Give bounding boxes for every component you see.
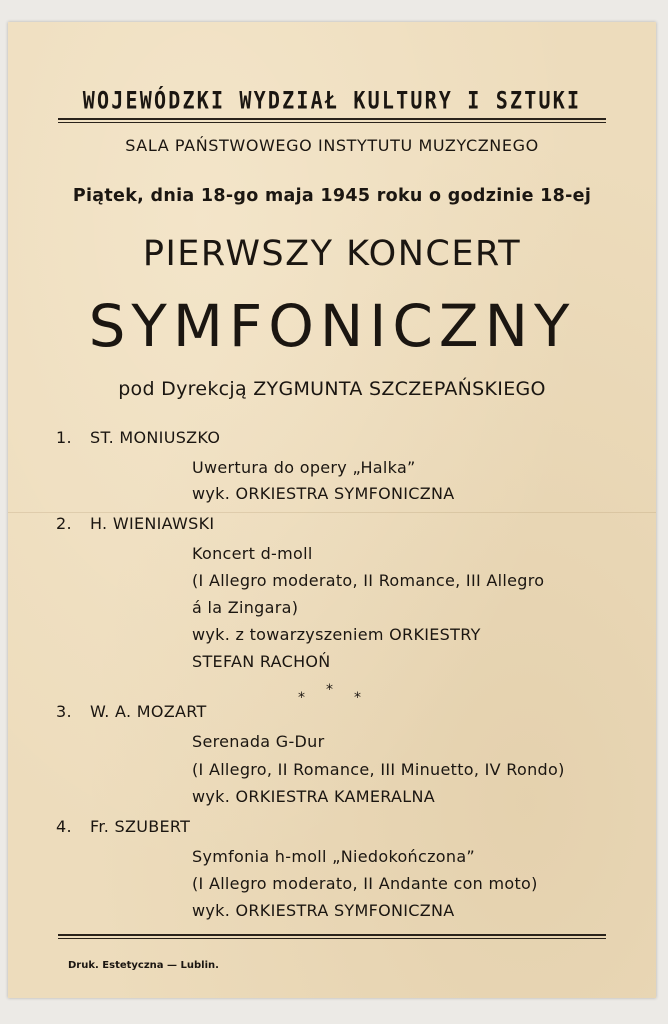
asterisk: * xyxy=(326,682,333,698)
program-work-line: wyk. ORKIESTRA SYMFONICZNA xyxy=(192,901,455,920)
program-work-line: (I Allegro moderato, II Andante con moto) xyxy=(192,874,538,893)
program-work-line: wyk. z towarzyszeniem ORKIESTRY xyxy=(192,625,481,644)
program-composer: H. WIENIAWSKI xyxy=(90,514,215,533)
venue-line: SALA PAŃSTWOWEGO INSTYTUTU MUZYCZNEGO xyxy=(125,136,539,155)
title-line-1: PIERWSZY KONCERT xyxy=(142,234,522,274)
program-composer: W. A. MOZART xyxy=(90,702,207,721)
header-rule-thin xyxy=(58,122,606,123)
footer-rule-thick xyxy=(58,934,606,936)
asterism-separator xyxy=(294,682,374,712)
program-work-line: Koncert d-moll xyxy=(192,544,313,563)
footer-rule-thin xyxy=(58,938,606,939)
program-work-line: wyk. ORKIESTRA SYMFONICZNA xyxy=(192,484,455,503)
program-number: 2. xyxy=(56,514,72,533)
title-line-2: SYMFONICZNY xyxy=(88,292,576,360)
program-work-line: STEFAN RACHOŃ xyxy=(192,652,331,671)
printer-imprint: Druk. Estetyczna — Lublin. xyxy=(68,960,219,971)
program-work-line: (I Allegro, II Romance, III Minuetto, IV Rondo) xyxy=(192,760,565,779)
asterisk: * xyxy=(354,690,361,706)
paper-fold xyxy=(8,512,656,513)
program-number: 3. xyxy=(56,702,72,721)
program-work-line: Uwertura do opery „Halka” xyxy=(192,458,416,477)
director-line: pod Dyrekcją ZYGMUNTA SZCZEPAŃSKIEGO xyxy=(118,378,546,400)
program-work-line: (I Allegro moderato, II Romance, III Allegro xyxy=(192,571,545,590)
program-work-line: á la Zingara) xyxy=(192,598,299,617)
asterisk: * xyxy=(298,690,305,706)
issuer-header: WOJEWÓDZKI WYDZIAŁ KULTURY I SZTUKI xyxy=(82,85,582,115)
program-work-line: Serenada G-Dur xyxy=(192,732,325,751)
header-rule-thick xyxy=(58,118,606,120)
program-work-line: wyk. ORKIESTRA KAMERALNA xyxy=(192,787,435,806)
poster-sheet xyxy=(8,22,656,998)
program-work-line: Symfonia h-moll „Niedokończona” xyxy=(192,847,476,866)
program-composer: Fr. SZUBERT xyxy=(90,817,191,836)
date-line: Piątek, dnia 18-go maja 1945 roku o godzinie 18-ej xyxy=(72,186,592,206)
program-number: 1. xyxy=(56,428,72,447)
program-number: 4. xyxy=(56,817,72,836)
program-composer: ST. MONIUSZKO xyxy=(90,428,221,447)
